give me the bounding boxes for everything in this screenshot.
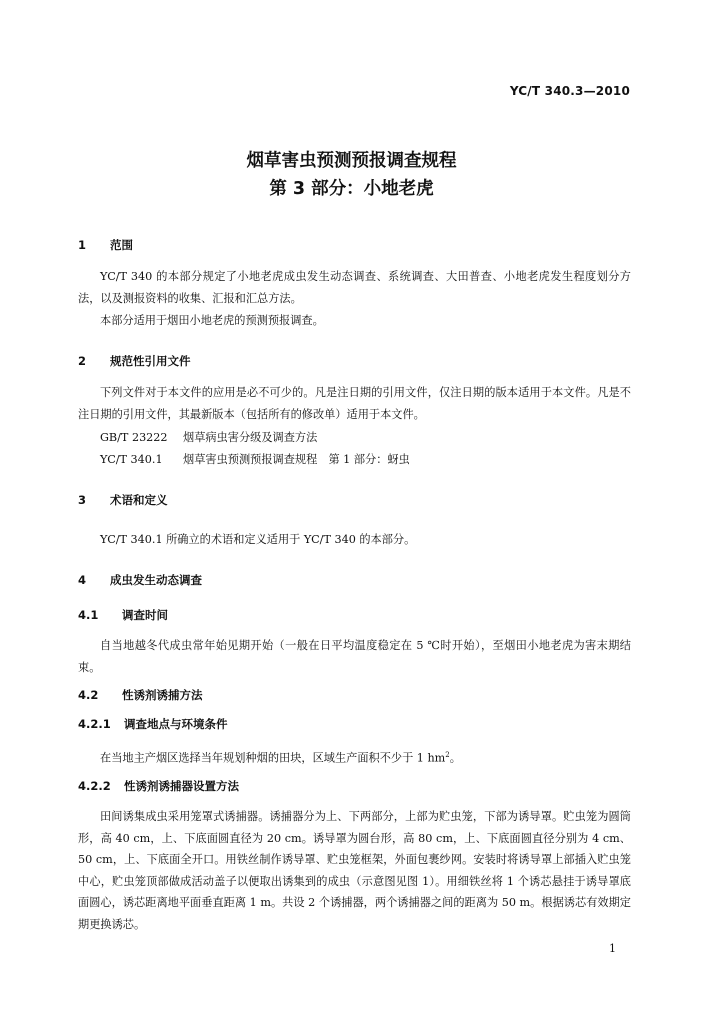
section-number: 4.2.1 xyxy=(78,717,111,731)
section-1-heading xyxy=(78,237,133,253)
paragraph-text: 在当地主产烟区选择当年规划种烟的田块，区域生产面积不少于 1 hm xyxy=(100,751,446,765)
section-1-paragraph-1: YC/T 340 的本部分规定了小地老虎成虫发生动态调查、系统调查、大田普查、小地老虎发生程度划分方法，以及测报资料的收集、汇报和汇总方法。 xyxy=(78,270,631,305)
superscript: 2 xyxy=(445,751,450,759)
section-title: 术语和定义 xyxy=(110,493,168,507)
section-title: 性诱剂诱捕器设置方法 xyxy=(124,779,239,793)
section-4-heading xyxy=(78,572,202,588)
section-4-1-heading xyxy=(78,607,168,623)
section-number: 4.2 xyxy=(78,688,99,702)
reference-title: 烟草害虫预测预报调查规程 第 1 部分：蚜虫 xyxy=(183,453,410,466)
section-4-2-heading xyxy=(78,687,203,703)
reference-code: GB/T 23222 xyxy=(100,431,168,444)
section-title: 调查时间 xyxy=(122,608,168,622)
section-1-paragraph-2: 本部分适用于烟田小地老虎的预测预报调查。 xyxy=(100,314,324,327)
section-number: 4 xyxy=(78,573,87,587)
section-title: 成虫发生动态调查 xyxy=(110,573,202,587)
reference-code: YC/T 340.1 xyxy=(100,453,163,466)
section-4-2-1-paragraph-1 xyxy=(78,745,631,769)
reference-item xyxy=(100,449,410,470)
section-number: 4.2.2 xyxy=(78,779,111,793)
section-4-1-paragraph-1: 自当地越冬代成虫常年始见期开始（一般在日平均温度稳定在 5 ℃时开始），至烟田小地老虎为害末期结束。 xyxy=(78,639,631,674)
document-title: 烟草害虫预测预报调查规程 xyxy=(246,151,457,171)
reference-item xyxy=(100,427,317,448)
section-title: 范围 xyxy=(110,238,133,252)
section-4-2-1-heading xyxy=(78,716,228,732)
section-title: 规范性引用文件 xyxy=(110,354,191,368)
section-number: 1 xyxy=(78,238,87,252)
section-3-heading xyxy=(78,492,168,508)
document-subtitle: 第 3 部分：小地老虎 xyxy=(269,179,434,199)
standard-code: YC/T 340.3—2010 xyxy=(509,84,630,98)
paragraph-end: 。 xyxy=(449,751,461,765)
section-4-2-2-paragraph-1: 田间诱集成虫采用笼罩式诱捕器。诱捕器分为上、下两部分，上部为贮虫笼，下部为诱导罩。贮虫笼为圆筒形，高 40 cm，上、下底面圆直径为 20 cm。诱导罩为圆台形，高 80 cm，上、下底面圆直径分别为 4 cm、50 cm，上、下底面全开口。用铁丝制作诱导罩、贮虫笼框架，外面包裹纱网。安装时将诱导罩上部插入贮虫笼中心，贮虫笼顶部做成活动盖子以便取出诱集到的成虫（示意图见图 1）。用细铁丝将 1 个诱芯悬挂于诱导罩底面圆心，诱芯距离地平面垂直距离 1 m。共设 2 个诱捕器，两个诱捕器之间的距离为 50 m。根据诱芯有效期定期更换诱芯。 xyxy=(78,810,631,931)
section-number: 3 xyxy=(78,493,87,507)
section-title: 调查地点与环境条件 xyxy=(124,717,228,731)
reference-title: 烟草病虫害分级及调查方法 xyxy=(183,431,318,444)
section-4-2-2-heading xyxy=(78,778,239,794)
page-number: 1 xyxy=(609,942,616,955)
section-number: 2 xyxy=(78,354,87,368)
section-number: 4.1 xyxy=(78,608,99,622)
section-2-paragraph-1: 下列文件对于本文件的应用是必不可少的。凡是注日期的引用文件，仅注日期的版本适用于本文件。凡是不注日期的引用文件，其最新版本（包括所有的修改单）适用于本文件。 xyxy=(78,386,631,421)
section-3-paragraph-1: YC/T 340.1 所确立的术语和定义适用于 YC/T 340 的本部分。 xyxy=(100,533,416,546)
section-title: 性诱剂诱捕方法 xyxy=(122,688,203,702)
section-2-heading xyxy=(78,353,191,369)
